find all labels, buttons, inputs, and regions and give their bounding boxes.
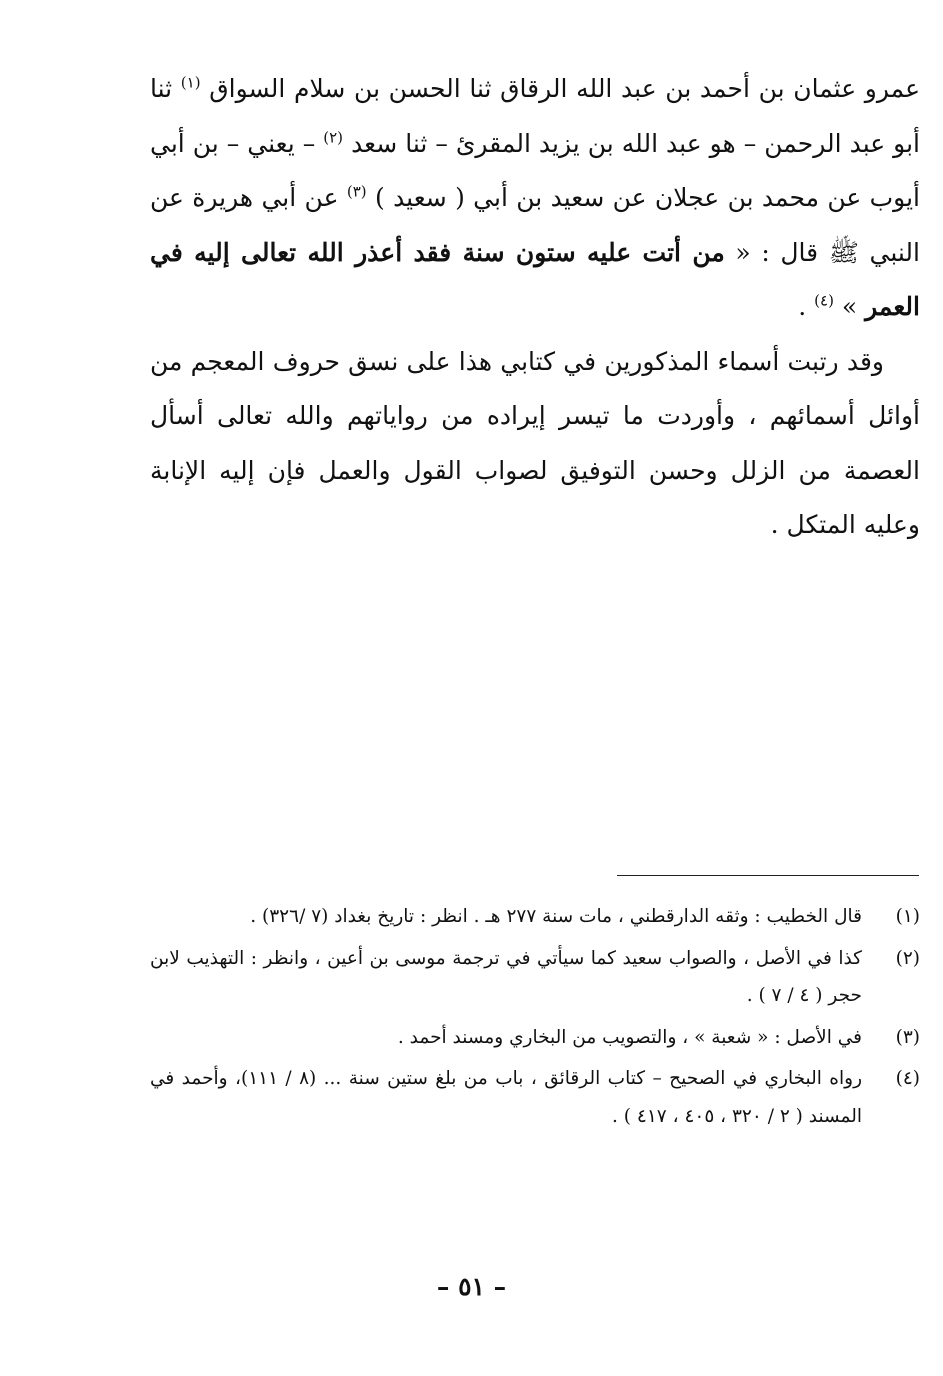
closing-quote: »: [841, 292, 858, 321]
footnote-4: [150, 1060, 920, 1135]
main-body-text: [150, 62, 920, 553]
hadith-text: من أتت عليه ستون سنة فقد أعذر الله تعالى إليه في العمر: [150, 237, 920, 321]
paragraph-isnad: [150, 62, 920, 335]
isnad-text-3: – يعني – بن أبي أيوب عن محمد بن عجلان عن سعيد بن أبي ( سعيد ): [150, 128, 920, 212]
isnad-text-1: عمرو عثمان بن أحمد بن عبد الله الرقاق ثنا الحسن بن سلام السواق: [209, 74, 921, 103]
isnad-text-4: عن أبي هريرة عن النبي ﷺ قال : «: [150, 183, 920, 267]
footnote-ref-1: (١): [180, 73, 201, 92]
footnote-text: قال الخطيب : وثقه الدارقطني ، مات سنة ٢٧٧ هـ . انظر : تاريخ بغداد (٧ /٣٢٦) .: [250, 906, 862, 927]
isnad-text-2: ثنا أبو عبد الرحمن – هو عبد الله بن يزيد المقرئ – ثنا سعد: [150, 74, 921, 158]
footnote-number: (٣): [895, 1026, 920, 1048]
footnote-ref-4: (٤): [814, 291, 834, 310]
paragraph-introduction: وقد رتبت أسماء المذكورين في كتابي هذا على نسق حروف المعجم من أوائل أسمائهم ، وأوردت ما تيسر إيراده من رواياتهم والله تعالى أسأل العصمة من الزلل وحسن التوفيق لصواب القول والعمل فإن إليه الإنابة وعليه المتكل .: [150, 346, 920, 539]
footnote-number: (١): [895, 906, 920, 927]
footnote-text: كذا في الأصل ، والصواب سعيد كما سيأتي في ترجمة موسى بن أعين ، وانظر : التهذيب لابن حجر ( ٤ / ٧ ) .: [150, 947, 862, 1006]
footnote-text: في الأصل : « شعبة » ، والتصويب من البخاري ومسند أحمد .: [397, 1026, 862, 1048]
footnote-3: [150, 1019, 920, 1057]
footnote-1: [150, 898, 920, 936]
footnote-number: (٤): [895, 1068, 920, 1089]
footnote-ref-2: (٢): [323, 128, 344, 147]
page-number: – ٥١ –: [436, 1272, 507, 1301]
footnote-2: [150, 940, 920, 1015]
footnote-ref-3: (٣): [346, 182, 367, 201]
footnotes-section: [150, 898, 920, 1139]
isnad-end: .: [798, 292, 807, 321]
footnote-text: رواه البخاري في الصحيح – كتاب الرقائق ، باب من بلغ ستين سنة ... (٨ / ١١١)، وأحمد في المسند ( ٢ / ٣٢٠ ، ٤٠٥ ، ٤١٧ ) .: [150, 1068, 862, 1127]
footnote-number: (٢): [895, 947, 920, 969]
footnote-separator: [617, 875, 919, 876]
